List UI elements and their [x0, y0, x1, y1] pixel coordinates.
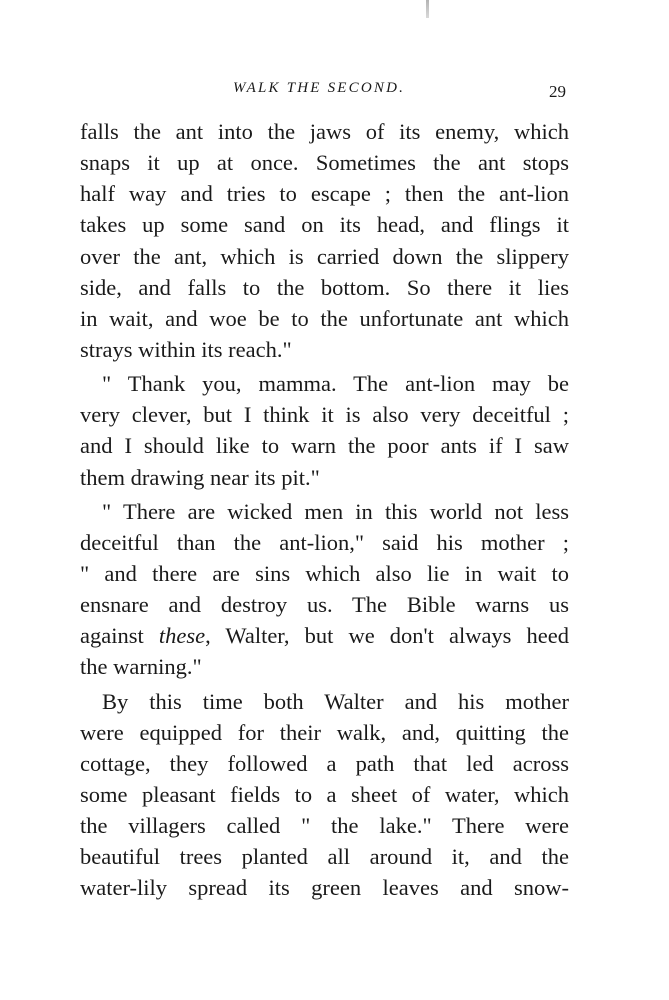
text-line: the villagers called " the lake." There were: [80, 813, 569, 839]
text-line: cottage, they followed a path that led across: [80, 750, 569, 776]
text-line: ensnare and destroy us. The Bible warns us: [80, 592, 569, 618]
running-title: WALK THE SECOND.: [233, 80, 406, 96]
paragraph-4: [80, 686, 569, 904]
text-line: very clever, but I think it is also very deceitful ;: [80, 402, 569, 428]
text-line: over the ant, which is carried down the slippery: [80, 243, 569, 269]
page-mark: [426, 0, 429, 18]
text-line: " Thank you, mamma. The ant-lion may be: [102, 371, 569, 397]
text-line: takes up some sand on its head, and flings it: [80, 212, 569, 238]
paragraph-2: [80, 368, 569, 493]
text-segment: , Walter, but we don't always heed: [205, 623, 570, 649]
text-line: side, and falls to the bottom. So there it lies: [80, 274, 569, 300]
emphasized-word: these: [158, 623, 206, 649]
text-line: in wait, and woe be to the unfortunate ant which: [80, 305, 569, 331]
paragraph-3: [80, 496, 569, 683]
running-head: [0, 80, 669, 102]
text-line: were equipped for their walk, and, quitting the: [80, 719, 569, 745]
text-line: and I should like to warn the poor ants if I saw: [80, 433, 569, 459]
text-line: half way and tries to escape ; then the ant-lion: [80, 181, 569, 207]
text-line-with-emphasis: [80, 620, 569, 651]
paragraph-1: [80, 116, 569, 365]
text-segment: against: [80, 623, 159, 649]
text-line: deceitful than the ant-lion," said his mother ;: [80, 529, 569, 555]
page-number: 29: [549, 82, 566, 101]
text-line: them drawing near its pit.": [80, 464, 320, 490]
text-line: some pleasant fields to a sheet of water, which: [80, 781, 569, 807]
text-line: strays within its reach.": [80, 336, 292, 362]
text-line: By this time both Walter and his mother: [102, 688, 569, 714]
text-line: falls the ant into the jaws of its enemy, which: [80, 119, 569, 144]
body-text: [80, 116, 569, 904]
text-line: the warning.": [80, 654, 202, 680]
text-line: water-lily spread its green leaves and snow-: [80, 875, 569, 901]
text-line: " and there are sins which also lie in wait to: [80, 560, 569, 586]
text-line: beautiful trees planted all around it, and the: [80, 844, 569, 870]
text-line: " There are wicked men in this world not less: [102, 498, 569, 524]
text-line: snaps it up at once. Sometimes the ant stops: [80, 150, 569, 176]
